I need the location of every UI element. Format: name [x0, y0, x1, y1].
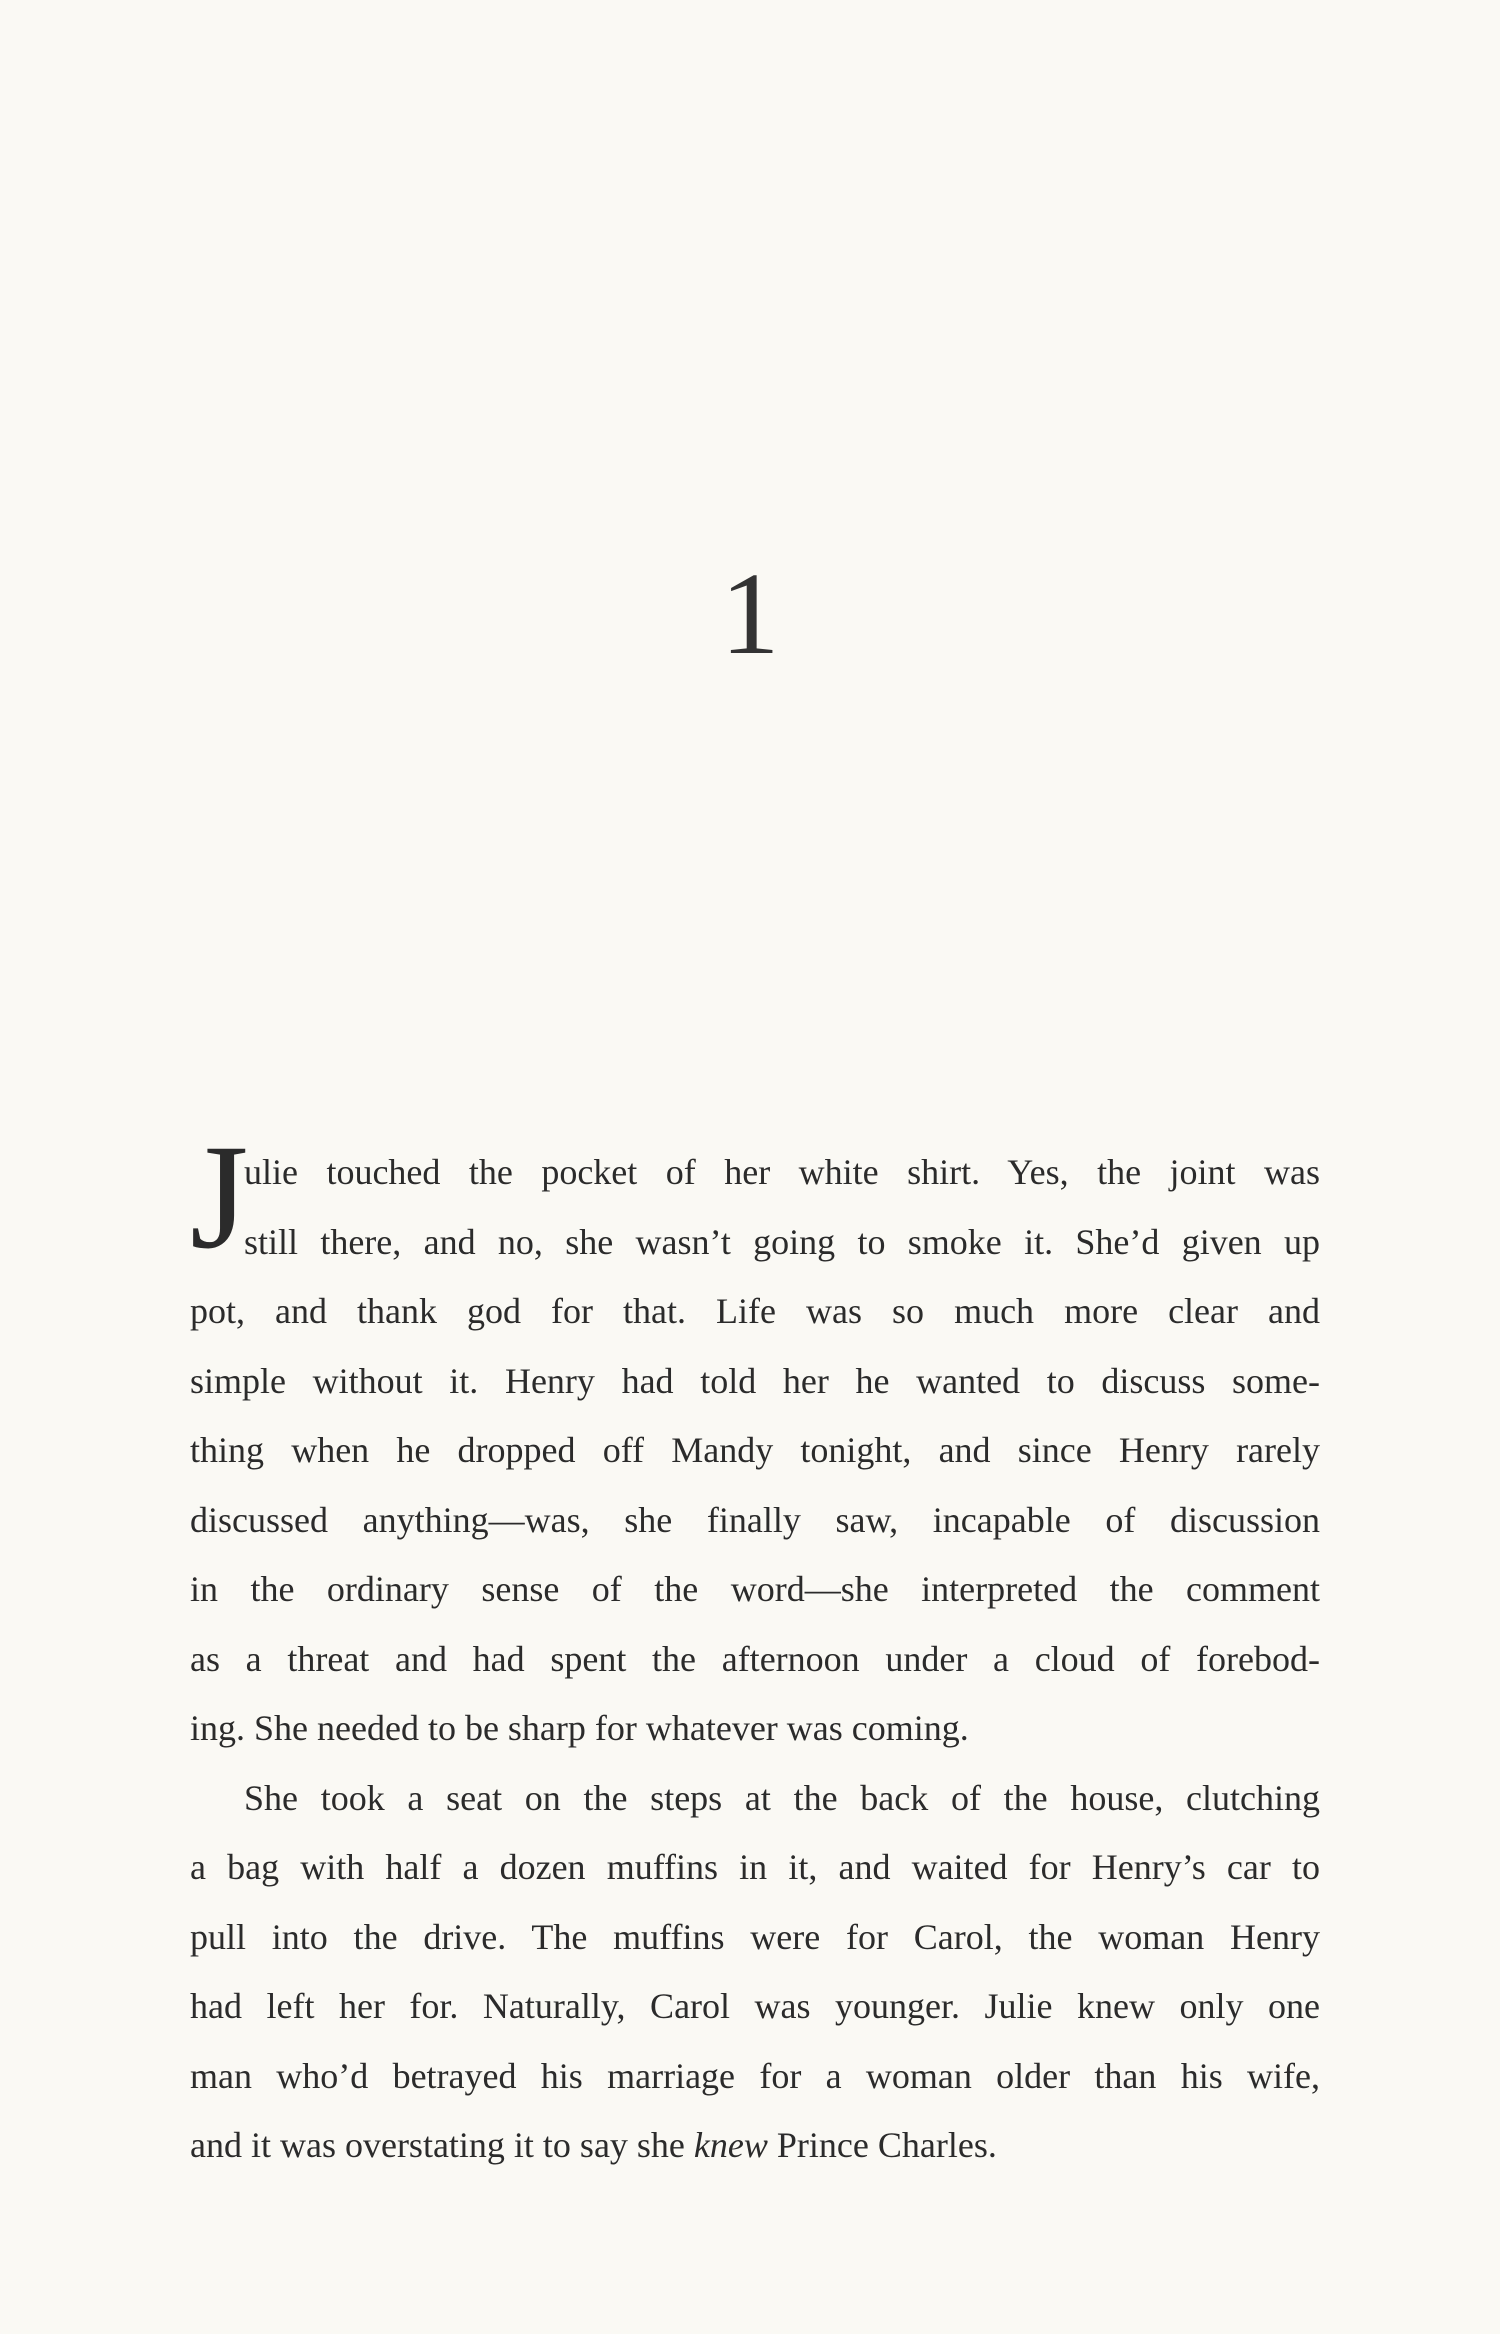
text-line: still there, and no, she wasn’t going to smoke it. She’d given up [244, 1221, 1320, 1262]
drop-cap: J [190, 1114, 249, 1280]
text-line: ulie touched the pocket of her white shirt. Yes, the joint was [244, 1152, 1320, 1192]
text-segment: and it was overstating it to say she [190, 2125, 694, 2165]
text-segment: Prince Charles. [767, 2125, 997, 2165]
text-line: discussed anything—was, she finally saw, incapable of discussion [190, 1499, 1320, 1540]
text-line: simple without it. Henry had told her he wanted to discuss some- [190, 1360, 1320, 1401]
text-line: man who’d betrayed his marriage for a woman older than his wife, [190, 2055, 1320, 2096]
text-line: as a threat and had spent the afternoon under a cloud of forebod- [190, 1638, 1320, 1679]
text-line: pot, and thank god for that. Life was so much more clear and [190, 1291, 1320, 1331]
body-text [190, 1138, 1320, 2181]
text-line: a bag with half a dozen muffins in it, and waited for Henry’s car to [190, 1847, 1320, 1887]
paragraph-2 [190, 1764, 1320, 2181]
text-line: She took a seat on the steps at the back of the house, clutching [244, 1777, 1320, 1818]
chapter-number: 1 [720, 548, 780, 679]
text-line: had left her for. Naturally, Carol was younger. Julie knew only one [190, 1986, 1320, 2026]
text-line: ing. She needed to be sharp for whatever was coming. [190, 1708, 969, 1748]
text-line: thing when he dropped off Mandy tonight, and since Henry rarely [190, 1430, 1320, 1470]
emphasis-text: knew [693, 2125, 768, 2165]
paragraph-1 [190, 1138, 1320, 1764]
text-line-last [190, 2111, 1320, 2181]
text-line: pull into the drive. The muffins were for Carol, the woman Henry [190, 1916, 1320, 1957]
text-line: in the ordinary sense of the word—she interpreted the comment [190, 1569, 1320, 1609]
